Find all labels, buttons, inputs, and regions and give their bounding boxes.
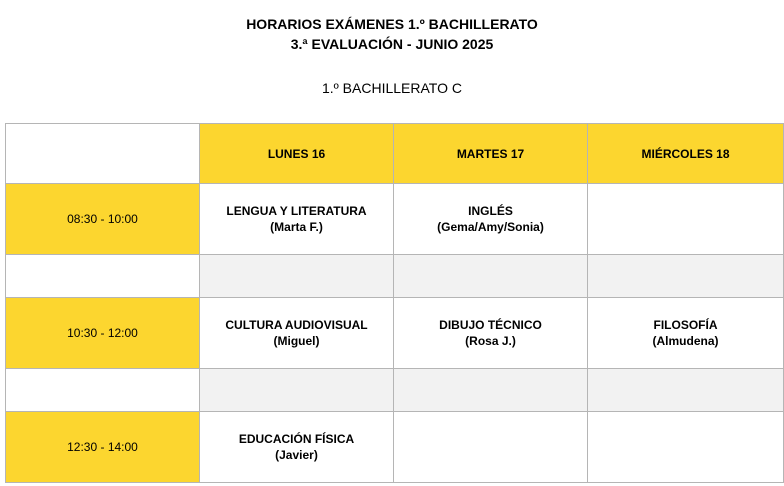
exam-cell [200, 412, 394, 483]
exam-teacher: (Almudena) [652, 334, 719, 348]
exam-subject: EDUCACIÓN FÍSICA [238, 432, 355, 446]
exam-teacher: (Javier) [275, 448, 318, 462]
exam-teacher: (Gema/Amy/Sonia) [437, 220, 544, 234]
exam-schedule-table [5, 123, 784, 483]
exam-subject: DIBUJO TÉCNICO [439, 318, 542, 332]
break-cell [588, 369, 784, 412]
exam-cell [394, 298, 588, 369]
break-cell [6, 369, 200, 412]
group-label: 1.º BACHILLERATO C [322, 80, 462, 96]
day-header-tuesday: MARTES 17 [394, 124, 588, 184]
exam-cell [200, 184, 394, 255]
time-slot-row [6, 184, 784, 255]
time-slot-row [6, 298, 784, 369]
day-header-monday: LUNES 16 [200, 124, 394, 184]
time-slot-row [6, 412, 784, 483]
exam-teacher: (Marta F.) [270, 220, 323, 234]
header-row [6, 124, 784, 184]
exam-cell [588, 412, 784, 483]
exam-cell [200, 298, 394, 369]
exam-subject: INGLÉS [468, 204, 513, 218]
page-subtitle: 3.ª EVALUACIÓN - JUNIO 2025 [290, 36, 494, 52]
exam-teacher: (Rosa J.) [465, 334, 516, 348]
time-cell: 10:30 - 12:00 [6, 298, 200, 369]
exam-teacher: (Miguel) [273, 334, 320, 348]
break-cell [200, 255, 394, 298]
break-row [6, 255, 784, 298]
corner-cell [6, 124, 200, 184]
page-title: HORARIOS EXÁMENES 1.º BACHILLERATO [246, 16, 538, 32]
break-cell [200, 369, 394, 412]
break-cell [394, 369, 588, 412]
exam-cell [588, 184, 784, 255]
time-cell: 12:30 - 14:00 [6, 412, 200, 483]
exam-cell [394, 184, 588, 255]
break-cell [6, 255, 200, 298]
break-cell [394, 255, 588, 298]
day-header-wednesday: MIÉRCOLES 18 [588, 124, 784, 184]
exam-subject: FILOSOFÍA [653, 318, 718, 332]
exam-cell [588, 298, 784, 369]
exam-cell [394, 412, 588, 483]
break-cell [588, 255, 784, 298]
time-cell: 08:30 - 10:00 [6, 184, 200, 255]
exam-subject: LENGUA Y LITERATURA [226, 204, 367, 218]
break-row [6, 369, 784, 412]
exam-subject: CULTURA AUDIOVISUAL [225, 318, 368, 332]
